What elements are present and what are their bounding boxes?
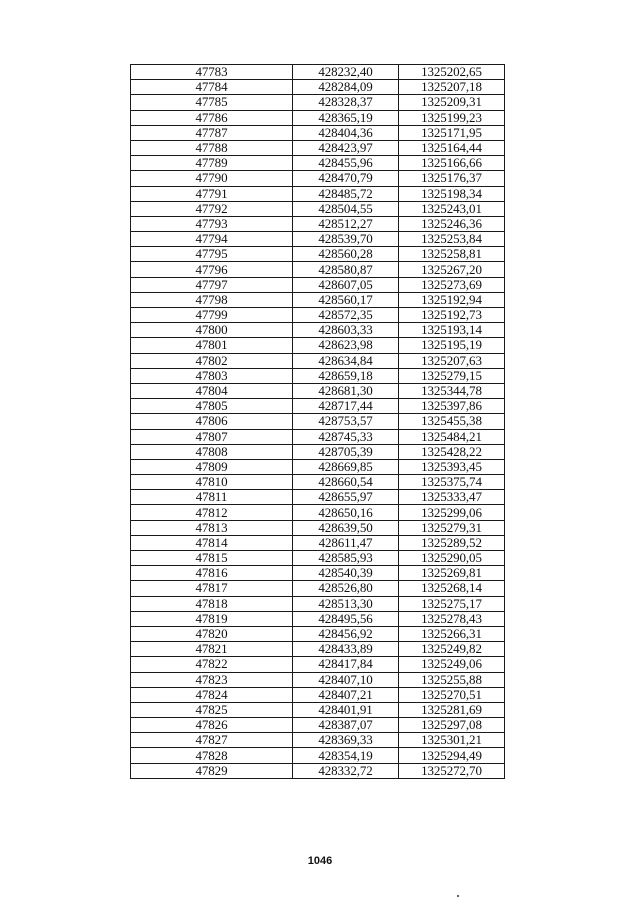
y-coordinate-cell: 1325269,81 (399, 566, 505, 581)
table-row (131, 687, 505, 702)
table-row (131, 718, 505, 733)
table-row (131, 247, 505, 262)
page-number: 1046 (307, 855, 333, 867)
y-coordinate-cell: 1325375,74 (399, 475, 505, 490)
y-coordinate-cell: 1325199,23 (399, 110, 505, 125)
point-number-cell: 47814 (131, 535, 293, 550)
y-coordinate-cell: 1325393,45 (399, 459, 505, 474)
table-row (131, 581, 505, 596)
point-number-cell: 47815 (131, 551, 293, 566)
point-number-cell: 47816 (131, 566, 293, 581)
y-coordinate-cell: 1325195,19 (399, 338, 505, 353)
x-coordinate-cell: 428456,92 (293, 626, 399, 641)
table-row (131, 277, 505, 292)
point-number-cell: 47811 (131, 490, 293, 505)
point-number-cell: 47825 (131, 702, 293, 717)
y-coordinate-cell: 1325268,14 (399, 581, 505, 596)
point-number-cell: 47826 (131, 718, 293, 733)
y-coordinate-cell: 1325255,88 (399, 672, 505, 687)
y-coordinate-cell: 1325253,84 (399, 232, 505, 247)
table-row (131, 505, 505, 520)
y-coordinate-cell: 1325344,78 (399, 383, 505, 398)
table-row (131, 414, 505, 429)
table-row (131, 156, 505, 171)
point-number-cell: 47785 (131, 95, 293, 110)
point-number-cell: 47817 (131, 581, 293, 596)
table-row (131, 65, 505, 80)
table-row (131, 95, 505, 110)
x-coordinate-cell: 428585,93 (293, 551, 399, 566)
x-coordinate-cell: 428328,37 (293, 95, 399, 110)
table-row (131, 520, 505, 535)
point-number-cell: 47794 (131, 232, 293, 247)
point-number-cell: 47789 (131, 156, 293, 171)
y-coordinate-cell: 1325192,94 (399, 292, 505, 307)
point-number-cell: 47827 (131, 733, 293, 748)
y-coordinate-cell: 1325272,70 (399, 763, 505, 778)
point-number-cell: 47790 (131, 171, 293, 186)
y-coordinate-cell: 1325333,47 (399, 490, 505, 505)
y-coordinate-cell: 1325258,81 (399, 247, 505, 262)
y-coordinate-cell: 1325267,20 (399, 262, 505, 277)
table-row (131, 566, 505, 581)
y-coordinate-cell: 1325266,31 (399, 626, 505, 641)
x-coordinate-cell: 428745,33 (293, 429, 399, 444)
x-coordinate-cell: 428717,44 (293, 399, 399, 414)
y-coordinate-cell: 1325299,06 (399, 505, 505, 520)
x-coordinate-cell: 428659,18 (293, 368, 399, 383)
table-row (131, 444, 505, 459)
x-coordinate-cell: 428433,89 (293, 642, 399, 657)
table-row (131, 672, 505, 687)
y-coordinate-cell: 1325279,31 (399, 520, 505, 535)
point-number-cell: 47796 (131, 262, 293, 277)
table-row (131, 125, 505, 140)
table-row (131, 262, 505, 277)
y-coordinate-cell: 1325428,22 (399, 444, 505, 459)
table-row (131, 490, 505, 505)
x-coordinate-cell: 428669,85 (293, 459, 399, 474)
coordinates-table-body (131, 65, 505, 779)
table-row (131, 338, 505, 353)
y-coordinate-cell: 1325207,18 (399, 80, 505, 95)
y-coordinate-cell: 1325249,06 (399, 657, 505, 672)
x-coordinate-cell: 428560,17 (293, 292, 399, 307)
x-coordinate-cell: 428580,87 (293, 262, 399, 277)
point-number-cell: 47803 (131, 368, 293, 383)
x-coordinate-cell: 428681,30 (293, 383, 399, 398)
table-row (131, 596, 505, 611)
table-row (131, 110, 505, 125)
y-coordinate-cell: 1325297,08 (399, 718, 505, 733)
table-row (131, 323, 505, 338)
x-coordinate-cell: 428404,36 (293, 125, 399, 140)
x-coordinate-cell: 428572,35 (293, 308, 399, 323)
y-coordinate-cell: 1325192,73 (399, 308, 505, 323)
table-row (131, 459, 505, 474)
y-coordinate-cell: 1325397,86 (399, 399, 505, 414)
x-coordinate-cell: 428332,72 (293, 763, 399, 778)
point-number-cell: 47824 (131, 687, 293, 702)
table-row (131, 353, 505, 368)
point-number-cell: 47795 (131, 247, 293, 262)
y-coordinate-cell: 1325209,31 (399, 95, 505, 110)
x-coordinate-cell: 428455,96 (293, 156, 399, 171)
table-row (131, 171, 505, 186)
x-coordinate-cell: 428513,30 (293, 596, 399, 611)
y-coordinate-cell: 1325243,01 (399, 201, 505, 216)
point-number-cell: 47819 (131, 611, 293, 626)
point-number-cell: 47800 (131, 323, 293, 338)
point-number-cell: 47828 (131, 748, 293, 763)
table-row (131, 763, 505, 778)
point-number-cell: 47787 (131, 125, 293, 140)
point-number-cell: 47820 (131, 626, 293, 641)
y-coordinate-cell: 1325193,14 (399, 323, 505, 338)
x-coordinate-cell: 428284,09 (293, 80, 399, 95)
y-coordinate-cell: 1325289,52 (399, 535, 505, 550)
x-coordinate-cell: 428611,47 (293, 535, 399, 550)
table-row (131, 535, 505, 550)
table-row (131, 383, 505, 398)
table-row (131, 551, 505, 566)
table-row (131, 429, 505, 444)
x-coordinate-cell: 428526,80 (293, 581, 399, 596)
x-coordinate-cell: 428655,97 (293, 490, 399, 505)
y-coordinate-cell: 1325176,37 (399, 171, 505, 186)
y-coordinate-cell: 1325290,05 (399, 551, 505, 566)
point-number-cell: 47784 (131, 80, 293, 95)
point-number-cell: 47823 (131, 672, 293, 687)
x-coordinate-cell: 428365,19 (293, 110, 399, 125)
x-coordinate-cell: 428650,16 (293, 505, 399, 520)
x-coordinate-cell: 428495,56 (293, 611, 399, 626)
x-coordinate-cell: 428423,97 (293, 140, 399, 155)
x-coordinate-cell: 428639,50 (293, 520, 399, 535)
y-coordinate-cell: 1325249,82 (399, 642, 505, 657)
table-row (131, 201, 505, 216)
y-coordinate-cell: 1325270,51 (399, 687, 505, 702)
table-row (131, 475, 505, 490)
point-number-cell: 47804 (131, 383, 293, 398)
table-row (131, 216, 505, 231)
point-number-cell: 47809 (131, 459, 293, 474)
point-number-cell: 47808 (131, 444, 293, 459)
x-coordinate-cell: 428634,84 (293, 353, 399, 368)
x-coordinate-cell: 428504,55 (293, 201, 399, 216)
x-coordinate-cell: 428539,70 (293, 232, 399, 247)
table-row (131, 611, 505, 626)
x-coordinate-cell: 428470,79 (293, 171, 399, 186)
table-row (131, 733, 505, 748)
x-coordinate-cell: 428607,05 (293, 277, 399, 292)
point-number-cell: 47783 (131, 65, 293, 80)
y-coordinate-cell: 1325246,36 (399, 216, 505, 231)
y-coordinate-cell: 1325278,43 (399, 611, 505, 626)
y-coordinate-cell: 1325275,17 (399, 596, 505, 611)
y-coordinate-cell: 1325202,65 (399, 65, 505, 80)
point-number-cell: 47829 (131, 763, 293, 778)
scan-speck (457, 895, 459, 897)
x-coordinate-cell: 428485,72 (293, 186, 399, 201)
y-coordinate-cell: 1325207,63 (399, 353, 505, 368)
point-number-cell: 47812 (131, 505, 293, 520)
x-coordinate-cell: 428660,54 (293, 475, 399, 490)
x-coordinate-cell: 428232,40 (293, 65, 399, 80)
y-coordinate-cell: 1325301,21 (399, 733, 505, 748)
y-coordinate-cell: 1325455,38 (399, 414, 505, 429)
y-coordinate-cell: 1325484,21 (399, 429, 505, 444)
point-number-cell: 47805 (131, 399, 293, 414)
point-number-cell: 47798 (131, 292, 293, 307)
point-number-cell: 47810 (131, 475, 293, 490)
point-number-cell: 47791 (131, 186, 293, 201)
y-coordinate-cell: 1325273,69 (399, 277, 505, 292)
table-row (131, 292, 505, 307)
point-number-cell: 47792 (131, 201, 293, 216)
table-row (131, 642, 505, 657)
x-coordinate-cell: 428401,91 (293, 702, 399, 717)
point-number-cell: 47797 (131, 277, 293, 292)
point-number-cell: 47807 (131, 429, 293, 444)
table-row (131, 399, 505, 414)
point-number-cell: 47786 (131, 110, 293, 125)
point-number-cell: 47813 (131, 520, 293, 535)
y-coordinate-cell: 1325279,15 (399, 368, 505, 383)
y-coordinate-cell: 1325198,34 (399, 186, 505, 201)
table-row (131, 232, 505, 247)
point-number-cell: 47822 (131, 657, 293, 672)
y-coordinate-cell: 1325164,44 (399, 140, 505, 155)
table-row (131, 80, 505, 95)
x-coordinate-cell: 428407,10 (293, 672, 399, 687)
point-number-cell: 47818 (131, 596, 293, 611)
point-number-cell: 47801 (131, 338, 293, 353)
table-row (131, 308, 505, 323)
table-row (131, 140, 505, 155)
x-coordinate-cell: 428560,28 (293, 247, 399, 262)
x-coordinate-cell: 428623,98 (293, 338, 399, 353)
x-coordinate-cell: 428369,33 (293, 733, 399, 748)
table-row (131, 748, 505, 763)
x-coordinate-cell: 428417,84 (293, 657, 399, 672)
table-row (131, 368, 505, 383)
table-row (131, 657, 505, 672)
x-coordinate-cell: 428753,57 (293, 414, 399, 429)
y-coordinate-cell: 1325294,49 (399, 748, 505, 763)
y-coordinate-cell: 1325166,66 (399, 156, 505, 171)
y-coordinate-cell: 1325171,95 (399, 125, 505, 140)
x-coordinate-cell: 428603,33 (293, 323, 399, 338)
point-number-cell: 47788 (131, 140, 293, 155)
x-coordinate-cell: 428540,39 (293, 566, 399, 581)
point-number-cell: 47821 (131, 642, 293, 657)
point-number-cell: 47802 (131, 353, 293, 368)
table-row (131, 186, 505, 201)
point-number-cell: 47799 (131, 308, 293, 323)
point-number-cell: 47793 (131, 216, 293, 231)
x-coordinate-cell: 428705,39 (293, 444, 399, 459)
y-coordinate-cell: 1325281,69 (399, 702, 505, 717)
x-coordinate-cell: 428512,27 (293, 216, 399, 231)
x-coordinate-cell: 428387,07 (293, 718, 399, 733)
x-coordinate-cell: 428354,19 (293, 748, 399, 763)
table-row (131, 626, 505, 641)
table-row (131, 702, 505, 717)
point-number-cell: 47806 (131, 414, 293, 429)
coordinates-table (130, 64, 505, 779)
x-coordinate-cell: 428407,21 (293, 687, 399, 702)
